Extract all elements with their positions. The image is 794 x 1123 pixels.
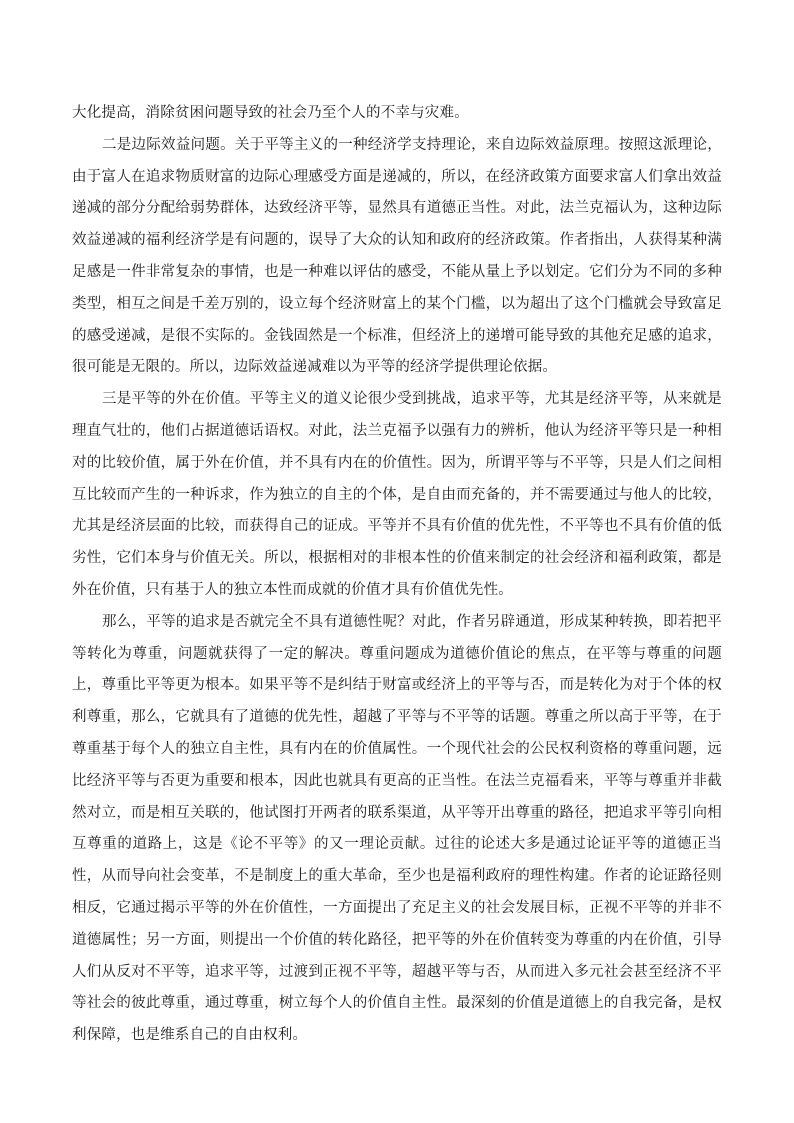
- paragraph-continuation: 大化提高，消除贫困问题导致的社会乃至个人的不幸与灾难。: [72, 105, 469, 121]
- paragraph-equality-respect: 那么，平等的追求是否就完全不具有道德性呢？对此，作者另辟通道，形成某种转换，即若把平等转化为尊重，问题就获得了一定的解决。尊重问题成为道德价值论的焦点，在平等与尊重的问题上，尊重比平等更为根本。如果平等不是纠结于财富或经济上的平等与否，而是转化为对于个体的权利尊重，那么，它就具有了道德的优先性，超越了平等与不平等的话题。尊重之所以高于平等，在于尊重基于每个人的独立自主性，具有内在的价值属性。一个现代社会的公民权利资格的尊重问题，远比经济平等与否更为重要和根本，因此也就具有更高的正当性。在法兰克福看来，平等与尊重并非截然对立，而是相互关联的，他试图打开两者的联系渠道，从平等开出尊重的路径，把追求平等引向相互尊重的道路上，这是《论不平等》的又一理论贡献。过往的论述大多是通过论证平等的道德正当性，从而导向社会变革，不是制度上的重大革命，至少也是福利政府的理性构建。作者的论证路径则相反，它通过揭示平等的外在价值性，一方面提出了充足主义的社会发展目标，正视不平等的并非不道德属性；另一方面，则提出一个价值的转化路径，把平等的外在价值转变为尊重的内在价值，引导人们从反对不平等，追求平等，过渡到正视不平等，超越平等与否，从而进入多元社会甚至经济不平等社会的彼此尊重，通过尊重，树立每个人的价值自主性。最深刻的价值是道德上的自我完备，是权利保障，也是维系自己的自由权利。: [72, 613, 722, 1044]
- paragraph-marginal-utility: 二是边际效益问题。关于平等主义的一种经济学支持理论，来自边际效益原理。按照这派理论，由于富人在追求物质财富的边际心理感受方面是递减的，所以，在经济政策方面要求富人们拿出效益递减的部分分配给弱势群体，达致经济平等，显然具有道德正当性。对此，法兰克福认为，这种边际效益递减的福利经济学是有问题的，误导了大众的认知和政府的经济政策。作者指出，人获得某种满足感是一件非常复杂的事情，也是一种难以评估的感受，不能从量上予以划定。它们分为不同的多种类型，相互之间是千差万别的，设立每个经济财富上的某个门槛，以为超出了这个门槛就会导致富足的感受递减，是很不实际的。金钱固然是一个标准，但经济上的递增可能导致的其他充足感的追求，很可能是无限的。所以，边际效益递减难以为平等的经济学提供理论依据。: [72, 136, 722, 376]
- paragraph-external-value: 三是平等的外在价值。平等主义的道义论很少受到挑战，追求平等，尤其是经济平等，从来就是理直气壮的，他们占据道德话语权。对此，法兰克福予以强有力的辨析，他认为经济平等只是一种相对的比较价值，属于外在价值，并不具有内在的价值性。因为，所谓平等与不平等，只是人们之间相互比较而产生的一种诉求，作为独立的自主的个体，是自由而充备的，并不需要通过与他人的比较，尤其是经济层面的比较，而获得自己的证成。平等并不具有价值的优先性，不平等也不具有价值的低劣性，它们本身与价值无关。所以，根据相对的非根本性的价值来制定的社会经济和福利政策，都是外在价值，只有基于人的独立本性而成就的价值才具有价值优先性。: [72, 391, 722, 598]
- body-text: [72, 98, 722, 1052]
